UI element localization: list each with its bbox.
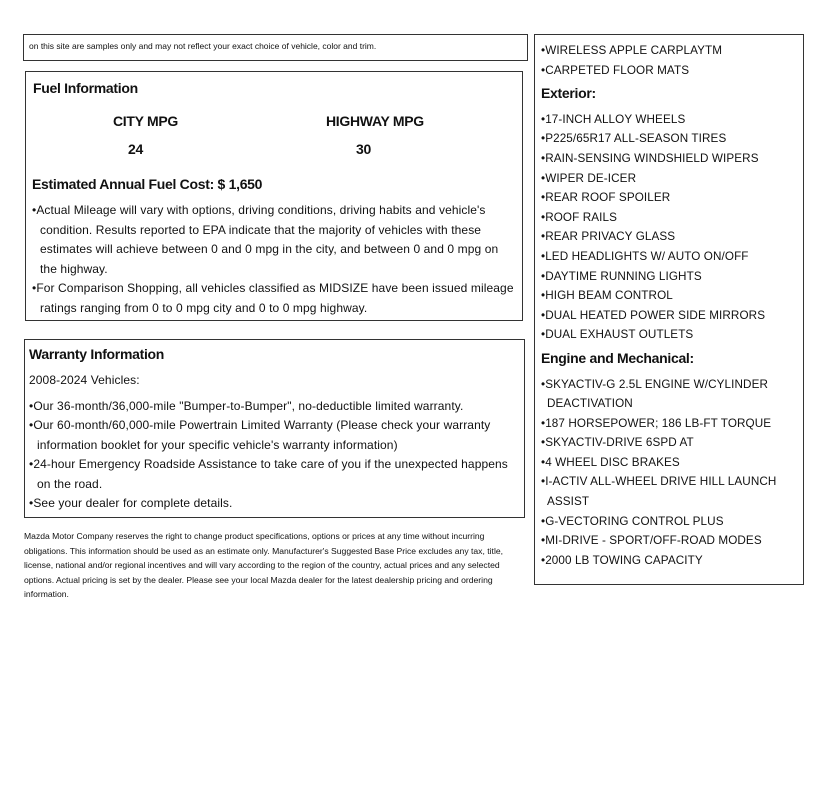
feature-text: LED HEADLIGHTS W/ AUTO ON/OFF (545, 249, 749, 263)
list-item: •Our 60-month/60,000-mile Powertrain Limited Warranty (Please check your warranty information booklet for your specific vehicle's warranty information) (29, 418, 491, 452)
list-item: •LED HEADLIGHTS W/ AUTO ON/OFF (541, 249, 749, 263)
bottom-disclaimer: Mazda Motor Company reserves the right to change product specifications, options or prices at any time without incurring obligations. This information should be used as an estimate only. Manufacturer's Suggested Base Price excludes any tax, title, license, national and/or regional incentives and will vary according to the region of the country, actual prices and any selected options. Actual pricing is set by the dealer. Please see your local Mazda dealer for the latest dealership pricing and ordering information. (24, 531, 504, 600)
feature-text: I-ACTIV ALL-WHEEL DRIVE HILL LAUNCH ASSIST (545, 475, 777, 509)
list-item: •Actual Mileage will vary with options, driving conditions, driving habits and vehicle's condition. Results reported to EPA indicate that the majority of vehicles with these estimates will achieve between 0 and 0 mpg in the city, and between 0 and 0 mpg on the highway. (32, 203, 499, 276)
feature-text: REAR ROOF SPOILER (545, 191, 671, 205)
feature-text: 187 HORSEPOWER; 186 LB-FT TORQUE (545, 416, 772, 430)
list-item: •RAIN-SENSING WINDSHIELD WIPERS (541, 151, 759, 165)
features-list (541, 41, 797, 570)
feature-text: REAR PRIVACY GLASS (545, 230, 676, 244)
list-item: •24-hour Emergency Roadside Assistance to take care of you if the unexpected happens on the road. (29, 457, 508, 491)
list-item: •17-INCH ALLOY WHEELS (541, 112, 686, 126)
feature-text: G-VECTORING CONTROL PLUS (545, 514, 724, 528)
feature-text: WIPER DE-ICER (545, 171, 637, 185)
feature-text: ROOF RAILS (545, 210, 617, 224)
list-item: •WIPER DE-ICER (541, 171, 637, 185)
city-mpg-value: 24 (128, 141, 143, 157)
warranty-information-title: Warranty Information (29, 346, 165, 362)
top-disclaimer-text: on this site are samples only and may not reflect your exact choice of vehicle, color and trim. (29, 41, 377, 51)
list-item: •WIRELESS APPLE CARPLAYTM (541, 44, 723, 57)
list-item: •I-ACTIV ALL-WHEEL DRIVE HILL LAUNCH ASSIST (541, 475, 777, 509)
feature-text: RAIN-SENSING WINDSHIELD WIPERS (545, 151, 759, 165)
feature-text: SKYACTIV-DRIVE 6SPD AT (545, 436, 694, 450)
warranty-item-2: Our 60-month/60,000-mile Powertrain Limited Warranty (Please check your warranty information booklet for your specific vehicle's warranty information) (33, 418, 491, 452)
list-item: •Our 36-month/36,000-mile "Bumper-to-Bumper", no-deductible limited warranty. (29, 398, 464, 413)
warranty-list (29, 371, 519, 514)
list-item: •REAR ROOF SPOILER (541, 191, 671, 205)
feature-text: WIRELESS APPLE CARPLAYTM (545, 44, 723, 57)
feature-text: DUAL EXHAUST OUTLETS (545, 328, 694, 342)
exterior-heading: Exterior: (541, 85, 596, 102)
list-item: •MI-DRIVE - SPORT/OFF-ROAD MODES (541, 534, 762, 548)
feature-text: HIGH BEAM CONTROL (545, 289, 673, 303)
list-item: •4 WHEEL DISC BRAKES (541, 455, 680, 469)
list-item: •DUAL EXHAUST OUTLETS (541, 328, 694, 342)
warranty-subtitle: 2008-2024 Vehicles: (29, 373, 140, 387)
warranty-item-1: Our 36-month/36,000-mile "Bumper-to-Bumper", no-deductible limited warranty. (33, 398, 464, 413)
list-item: •G-VECTORING CONTROL PLUS (541, 514, 724, 528)
list-item: •P225/65R17 ALL-SEASON TIRES (541, 132, 727, 146)
highway-mpg-value: 30 (356, 141, 371, 157)
list-item: •See your dealer for complete details. (29, 496, 233, 510)
feature-text: DAYTIME RUNNING LIGHTS (545, 269, 702, 283)
feature-text: 17-INCH ALLOY WHEELS (545, 112, 686, 126)
city-mpg-label: CITY MPG (113, 113, 179, 129)
list-item: •187 HORSEPOWER; 186 LB-FT TORQUE (541, 416, 772, 430)
list-item: •2000 LB TOWING CAPACITY (541, 553, 703, 567)
list-item: •SKYACTIV-DRIVE 6SPD AT (541, 436, 694, 450)
fuel-information-title: Fuel Information (33, 80, 138, 96)
list-item: •DAYTIME RUNNING LIGHTS (541, 269, 702, 283)
feature-text: P225/65R17 ALL-SEASON TIRES (545, 132, 727, 146)
fuel-note-2: For Comparison Shopping, all vehicles classified as MIDSIZE have been issued mileage ratings ranging from 0 to 0 mpg city and 0 to 0 mpg highway. (36, 281, 514, 315)
warranty-information-panel (24, 339, 525, 518)
feature-text: DUAL HEATED POWER SIDE MIRRORS (545, 308, 766, 322)
engine-mechanical-heading: Engine and Mechanical: (541, 349, 694, 366)
warranty-item-4: See your dealer for complete details. (33, 496, 233, 510)
list-item: •REAR PRIVACY GLASS (541, 230, 676, 244)
fuel-note-1: Actual Mileage will vary with options, driving conditions, driving habits and vehicle's condition. Results reported to EPA indicate that the majority of vehicles with these estimates will achieve between 0 and 0 mpg in the city, and between 0 and 0 mpg on the highway. (36, 203, 499, 276)
feature-text: SKYACTIV-G 2.5L ENGINE W/CYLINDER DEACTIVATION (545, 377, 769, 411)
feature-text: CARPETED FLOOR MATS (545, 63, 690, 77)
feature-text: MI-DRIVE - SPORT/OFF-ROAD MODES (545, 534, 762, 548)
list-item: •SKYACTIV-G 2.5L ENGINE W/CYLINDER DEACTIVATION (541, 377, 769, 411)
estimated-annual-fuel-cost: Estimated Annual Fuel Cost: $ 1,650 (32, 176, 263, 192)
list-item: •CARPETED FLOOR MATS (541, 63, 690, 77)
list-item: •For Comparison Shopping, all vehicles classified as MIDSIZE have been issued mileage ratings ranging from 0 to 0 mpg city and 0 to 0 mpg highway. (32, 281, 514, 315)
fuel-information-panel (25, 71, 523, 321)
features-panel (534, 34, 804, 585)
highway-mpg-label: HIGHWAY MPG (326, 113, 424, 129)
fuel-notes-list (32, 201, 516, 318)
list-item: •DUAL HEATED POWER SIDE MIRRORS (541, 308, 766, 322)
feature-text: 2000 LB TOWING CAPACITY (545, 553, 703, 567)
top-disclaimer (23, 34, 528, 61)
feature-text: 4 WHEEL DISC BRAKES (545, 455, 680, 469)
list-item: •HIGH BEAM CONTROL (541, 289, 673, 303)
list-item: •ROOF RAILS (541, 210, 617, 224)
warranty-item-3: 24-hour Emergency Roadside Assistance to take care of you if the unexpected happens on the road. (33, 457, 508, 491)
